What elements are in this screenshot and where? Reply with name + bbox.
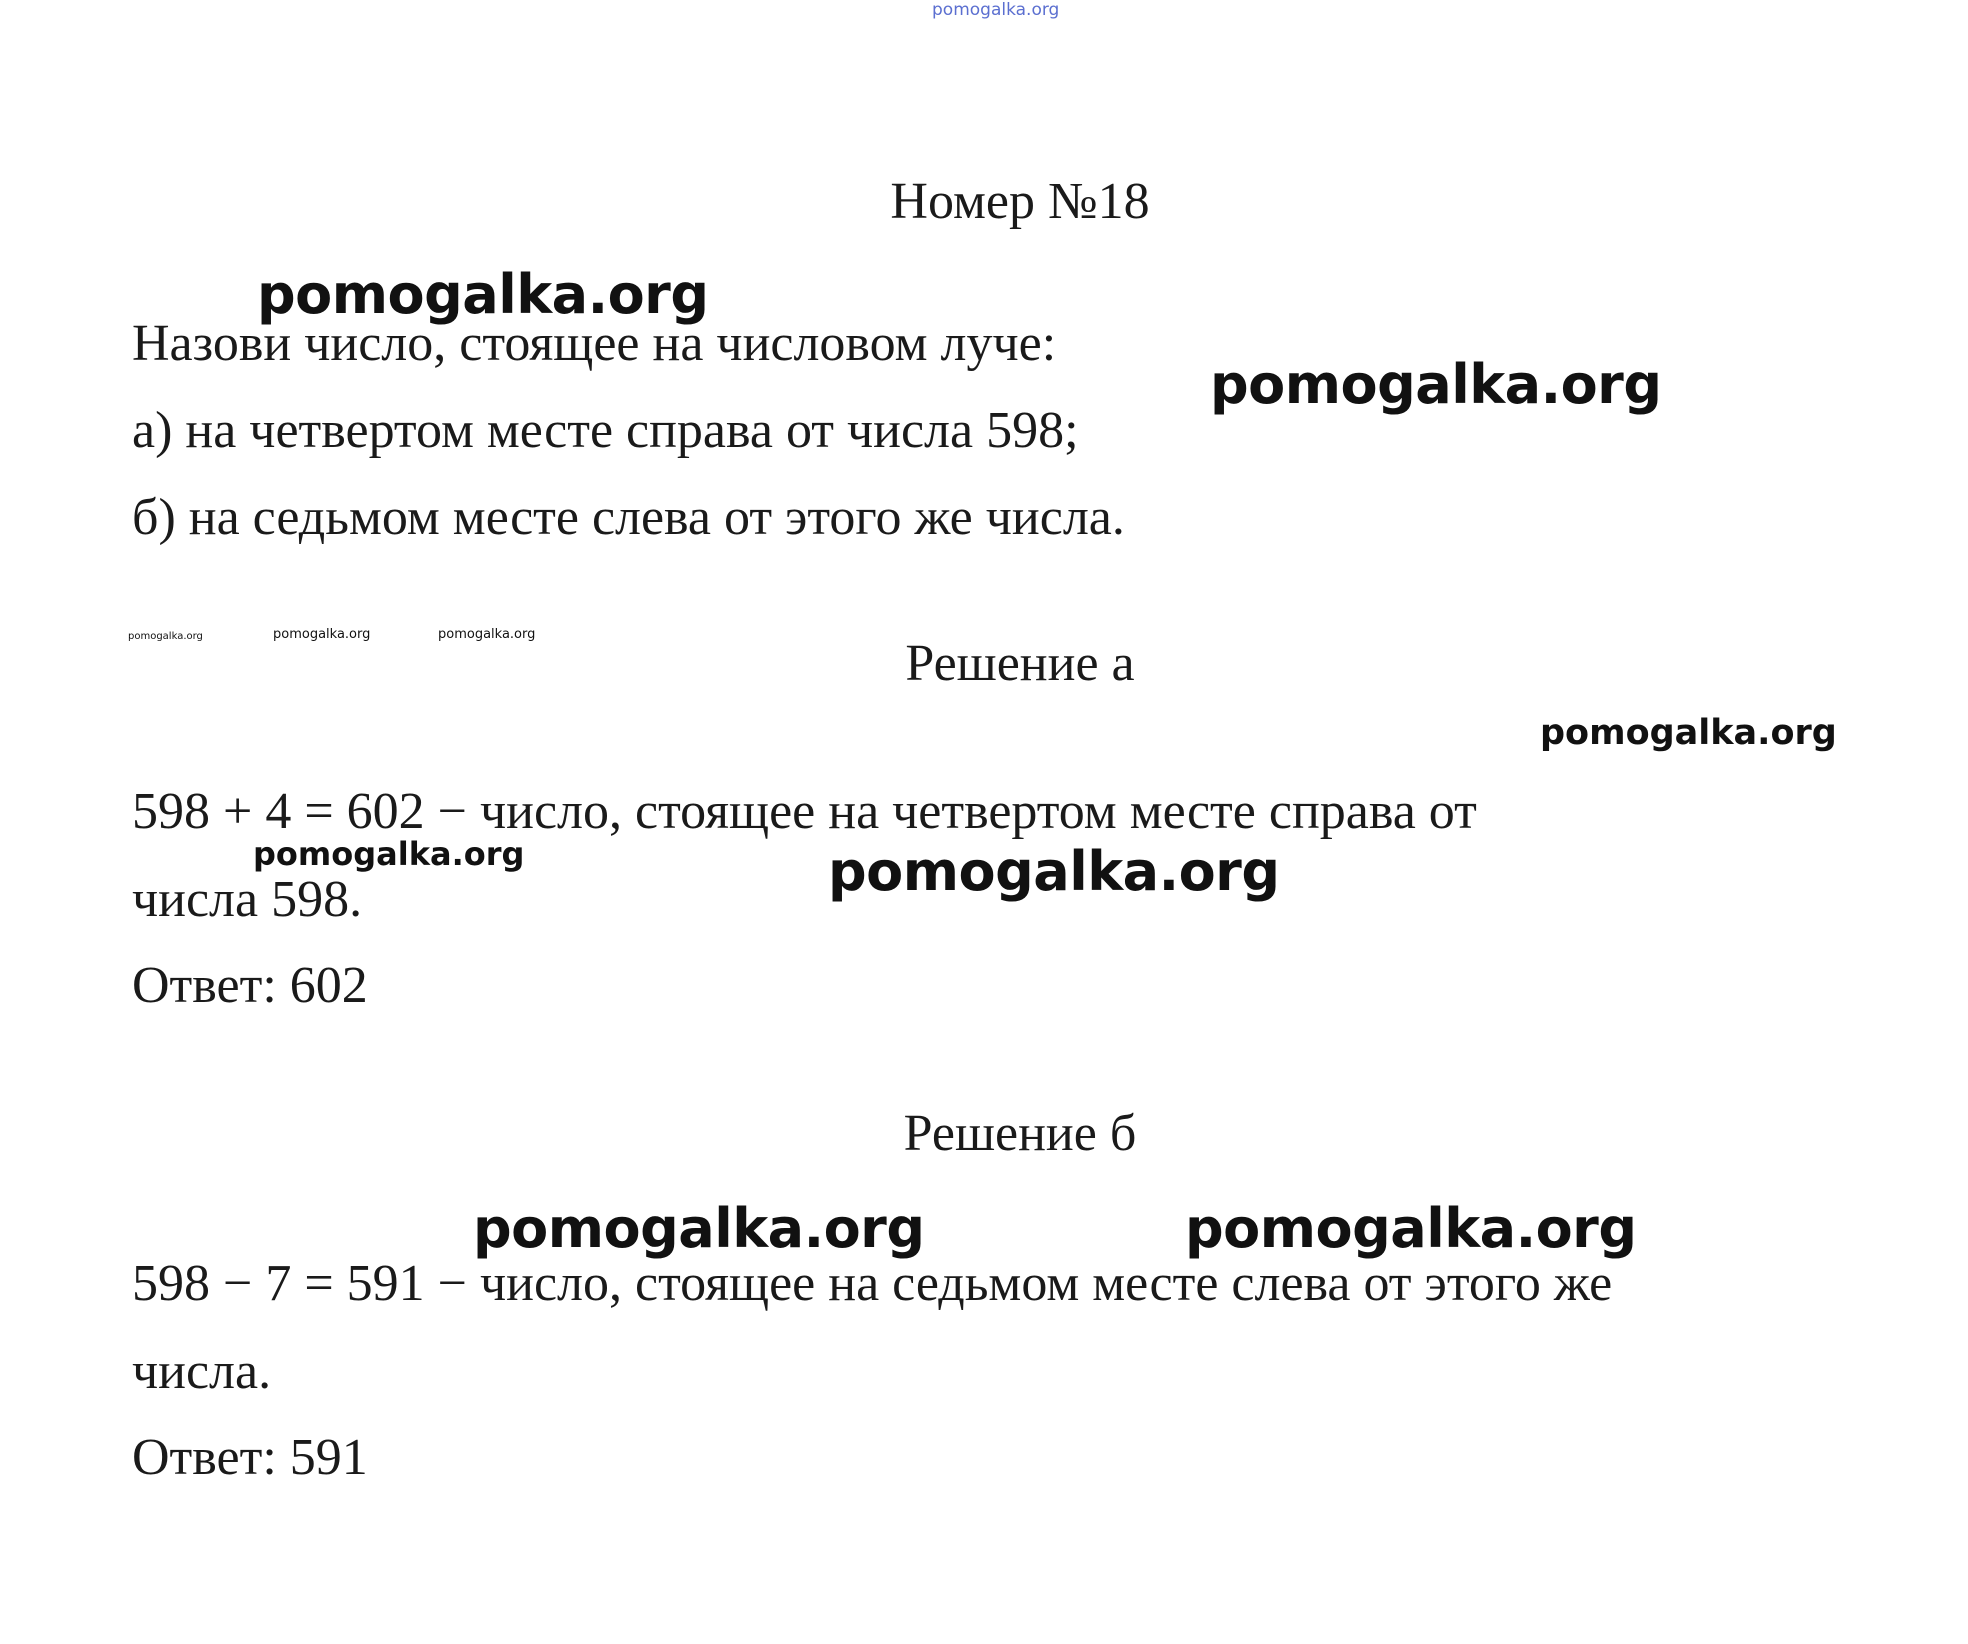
watermark-2: pomogalka.org bbox=[1210, 353, 1662, 416]
watermark-top: pomogalka.org bbox=[932, 0, 1060, 20]
solution-a-line-2: числа 598. bbox=[132, 871, 363, 928]
task-line-1: Назови число, стоящее на числовом луче: bbox=[132, 315, 1057, 372]
watermark-1: pomogalka.org bbox=[257, 263, 709, 326]
solution-b-heading: Решение б bbox=[903, 1105, 1137, 1162]
watermark-7: pomogalka.org bbox=[253, 835, 525, 873]
watermark-3: pomogalka.org bbox=[128, 631, 203, 642]
solution-b-answer: Ответ: 591 bbox=[132, 1429, 368, 1486]
page-title: Номер №18 bbox=[890, 173, 1150, 230]
watermark-6: pomogalka.org bbox=[1540, 713, 1837, 753]
solution-a-heading: Решение а bbox=[905, 635, 1135, 692]
watermark-4: pomogalka.org bbox=[273, 627, 371, 642]
solution-b-line-2: числа. bbox=[132, 1343, 272, 1400]
watermark-8: pomogalka.org bbox=[828, 840, 1280, 903]
watermark-10: pomogalka.org bbox=[1185, 1197, 1637, 1260]
watermark-5: pomogalka.org bbox=[438, 627, 536, 642]
solution-b-line-1: 598 − 7 = 591 − число, стоящее на седьмом месте слева от этого же bbox=[132, 1255, 1613, 1312]
task-line-2: а) на четвертом месте справа от числа 598; bbox=[132, 402, 1079, 459]
solution-a-line-1: 598 + 4 = 602 − число, стоящее на четвертом месте справа от bbox=[132, 783, 1477, 840]
task-line-3: б) на седьмом месте слева от этого же числа. bbox=[132, 489, 1125, 546]
solution-a-answer: Ответ: 602 bbox=[132, 957, 368, 1014]
watermark-9: pomogalka.org bbox=[473, 1197, 925, 1260]
